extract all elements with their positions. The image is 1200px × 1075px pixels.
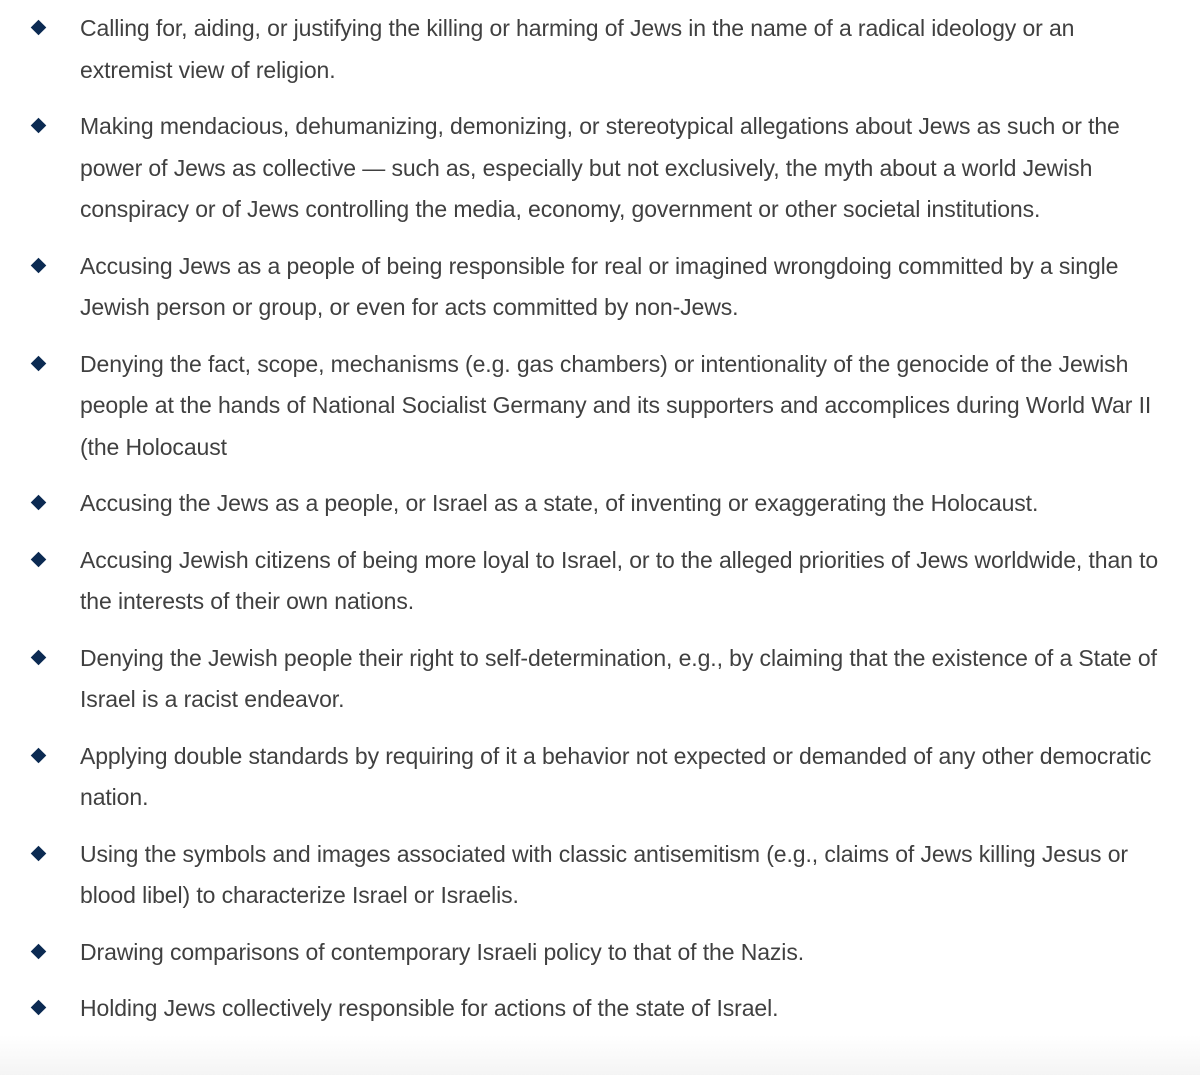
- diamond-bullet-icon: [31, 257, 47, 273]
- list-item: [0, 246, 1200, 329]
- list-item-text: Denying the fact, scope, mechanisms (e.g. gas chambers) or intentionality of the genocide of the Jewish people at the hands of National Socialist Germany and its supporters and accomplices during World War II (the Holocaust: [80, 350, 1152, 460]
- list-item-text: Holding Jews collectively responsible for actions of the state of Israel.: [80, 995, 779, 1021]
- list-item: [0, 834, 1200, 917]
- list-item-text: Drawing comparisons of contemporary Israeli policy to that of the Nazis.: [80, 938, 805, 965]
- diamond-bullet-icon: [31, 551, 47, 567]
- diamond-bullet-icon: [31, 747, 47, 763]
- diamond-bullet-icon: [31, 649, 47, 665]
- list-item-text: Accusing Jews as a people of being responsible for real or imagined wrongdoing committed by a single Jewish person or group, or even for acts committed by non-Jews.: [80, 252, 1119, 320]
- list-item: [0, 540, 1200, 623]
- diamond-bullet-icon: [31, 943, 47, 959]
- list-item: [0, 106, 1200, 231]
- diamond-bullet-icon: [31, 845, 47, 861]
- list-item-text: Denying the Jewish people their right to self-determination, e.g., by claiming that the existence of a State of Israel is a racist endeavor.: [80, 644, 1157, 712]
- list-item: [0, 736, 1200, 819]
- list-item: [0, 483, 1200, 525]
- list-item-text: Applying double standards by requiring of it a behavior not expected or demanded of any other democratic nation.: [80, 742, 1152, 810]
- list-item-text: Using the symbols and images associated with classic antisemitism (e.g., claims of Jews killing Jesus or blood libel) to characterize Israel or Israelis.: [80, 840, 1128, 908]
- list-item-text: Making mendacious, dehumanizing, demonizing, or stereotypical allegations about Jews as such or the power of Jews as collective — such as, especially but not exclusively, the myth about a world Jewish conspiracy or of Jews controlling the media, economy, government or other societal institutions.: [80, 113, 1120, 222]
- diamond-bullet-icon: [31, 355, 47, 371]
- list-item: [0, 8, 1200, 91]
- list-item: [0, 932, 1200, 974]
- bullet-list: [0, 8, 1200, 1045]
- diamond-bullet-icon: [31, 495, 47, 511]
- diamond-bullet-icon: [31, 20, 47, 36]
- diamond-bullet-icon: [31, 118, 47, 134]
- diamond-bullet-icon: [31, 1000, 47, 1016]
- list-item: [0, 344, 1200, 469]
- list-item: [0, 638, 1200, 721]
- list-item-text: Accusing the Jews as a people, or Israel as a state, of inventing or exaggerating the Holocaust.: [80, 490, 1039, 516]
- list-item: [0, 988, 1200, 1030]
- list-item-text: Calling for, aiding, or justifying the killing or harming of Jews in the name of a radical ideology or an extremist view of religion.: [80, 15, 1075, 83]
- list-item-text: Accusing Jewish citizens of being more loyal to Israel, or to the alleged priorities of Jews worldwide, than to the interests of their own nations.: [80, 546, 1159, 614]
